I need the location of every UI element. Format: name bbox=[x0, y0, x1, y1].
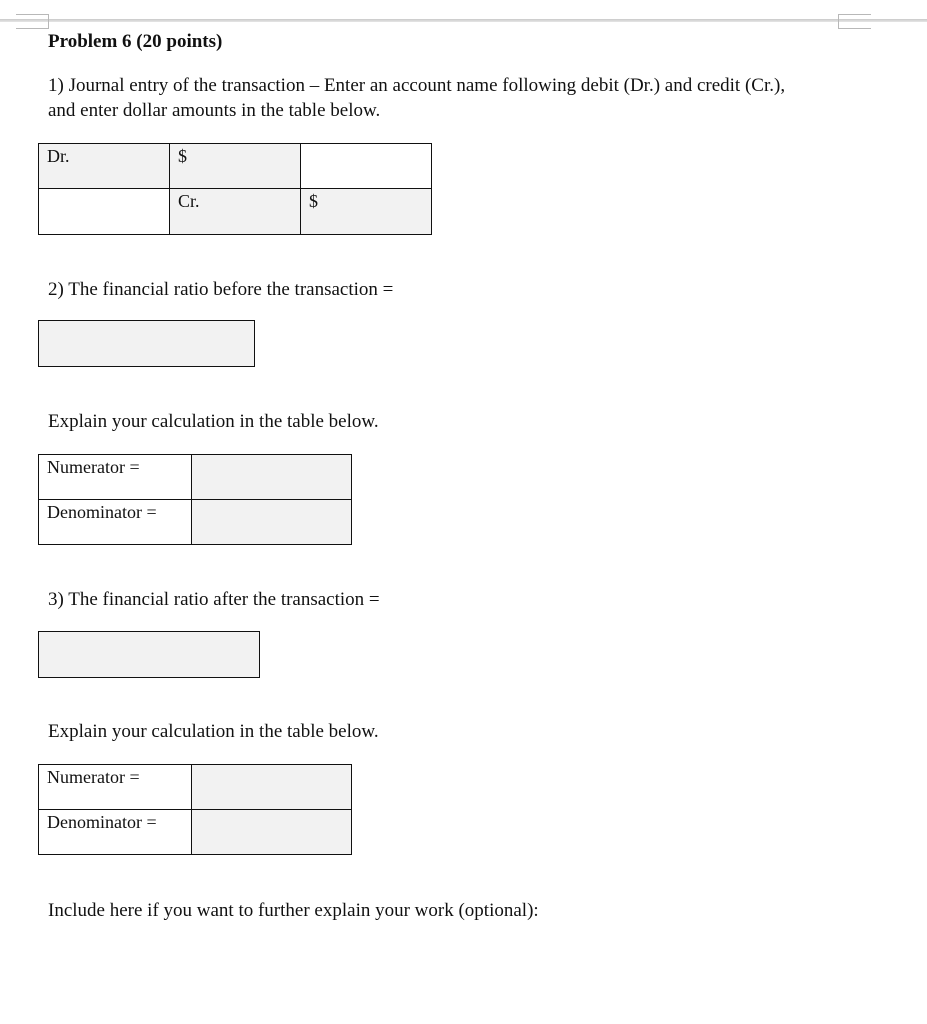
numerator-input[interactable] bbox=[192, 765, 352, 810]
credit-label-cell: Cr. bbox=[170, 189, 301, 235]
ratio-before-answer-box[interactable] bbox=[38, 320, 255, 367]
question-1-line-2: and enter dollar amounts in the table below. bbox=[48, 100, 381, 121]
debit-row bbox=[39, 144, 432, 189]
credit-amount-cell[interactable]: $ bbox=[301, 189, 432, 235]
question-2-explain: Explain your calculation in the table below. bbox=[48, 411, 379, 432]
table-row bbox=[39, 455, 352, 500]
question-2-text: 2) The financial ratio before the transaction = bbox=[48, 279, 394, 300]
question-1-line-1: 1) Journal entry of the transaction – Enter an account name following debit (Dr.) and credit (Cr.), bbox=[48, 75, 786, 96]
problem-title: Problem 6 (20 points) bbox=[48, 31, 223, 52]
page-top-edge bbox=[0, 19, 927, 22]
ratio-before-calculation-table bbox=[38, 454, 352, 545]
numerator-label: Numerator = bbox=[39, 455, 192, 500]
debit-label-cell: Dr. bbox=[39, 144, 170, 189]
table-row bbox=[39, 500, 352, 545]
credit-row bbox=[39, 189, 432, 235]
numerator-input[interactable] bbox=[192, 455, 352, 500]
question-3-explain: Explain your calculation in the table below. bbox=[48, 721, 379, 742]
ratio-after-answer-box[interactable] bbox=[38, 631, 260, 678]
question-3-text: 3) The financial ratio after the transaction = bbox=[48, 589, 380, 610]
optional-explanation-prompt: Include here if you want to further explain your work (optional): bbox=[48, 900, 539, 921]
ratio-after-calculation-table bbox=[38, 764, 352, 855]
credit-account-cell[interactable] bbox=[39, 189, 170, 235]
table-row bbox=[39, 810, 352, 855]
debit-amount-cell[interactable]: $ bbox=[170, 144, 301, 189]
debit-empty-cell bbox=[301, 144, 432, 189]
denominator-label: Denominator = bbox=[39, 810, 192, 855]
journal-entry-table bbox=[38, 143, 432, 235]
table-row bbox=[39, 765, 352, 810]
numerator-label: Numerator = bbox=[39, 765, 192, 810]
left-margin-marker bbox=[16, 14, 49, 29]
denominator-input[interactable] bbox=[192, 810, 352, 855]
denominator-input[interactable] bbox=[192, 500, 352, 545]
denominator-label: Denominator = bbox=[39, 500, 192, 545]
right-margin-marker bbox=[838, 14, 871, 29]
